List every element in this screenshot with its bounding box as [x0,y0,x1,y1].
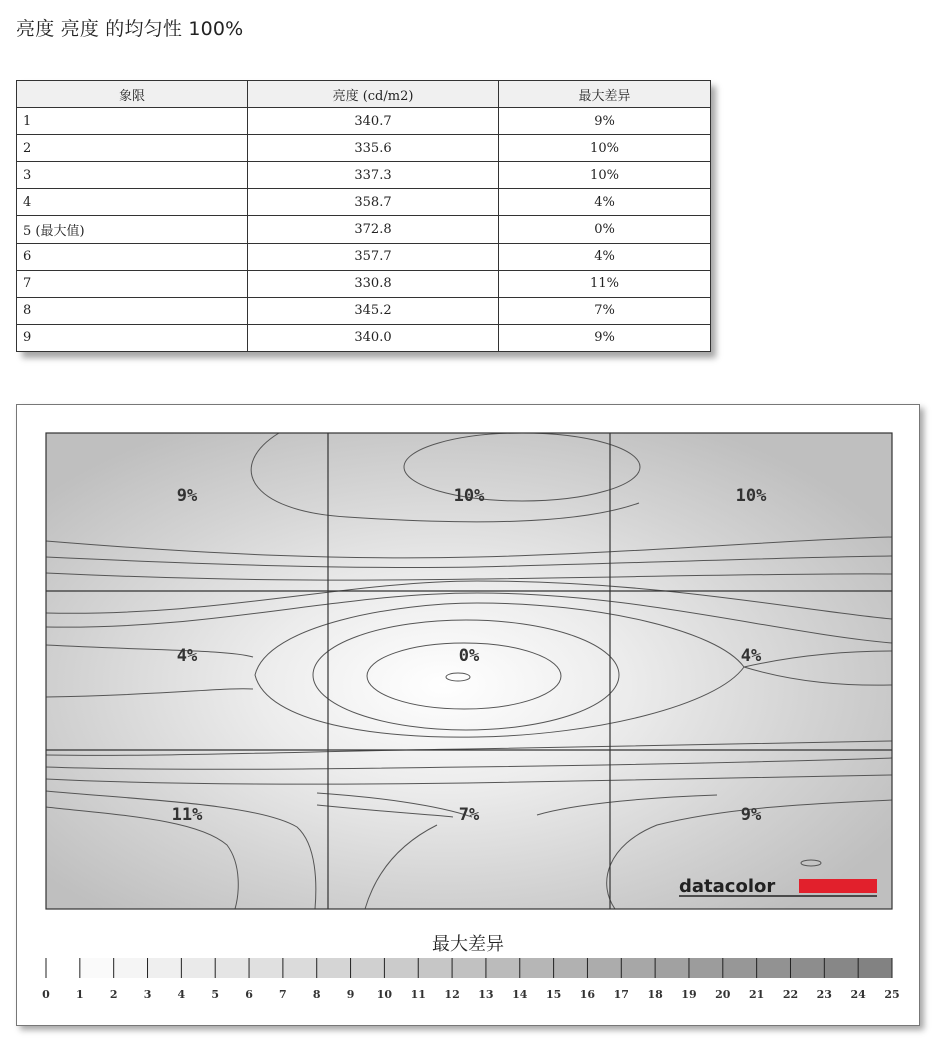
legend-tick-label: 9 [346,988,355,1001]
luminance-cell: 335.6 [248,135,499,162]
table-row [17,324,711,351]
legend-swatch [351,958,385,978]
legend-scale [42,958,899,1001]
legend-tick-label: 25 [884,988,900,1001]
max-diff-cell: 10% [499,135,711,162]
legend-swatch [757,958,791,978]
legend-tick-label: 19 [681,988,697,1001]
luminance-cell: 340.0 [248,324,499,351]
legend-swatch [587,958,621,978]
luminance-cell: 372.8 [248,216,499,243]
legend-swatch [80,958,114,978]
max-diff-cell: 4% [499,189,711,216]
legend-swatch [824,958,858,978]
max-diff-cell: 4% [499,243,711,270]
legend-swatch [655,958,689,978]
legend-tick-label: 1 [76,988,84,1001]
header-luminance: 亮度 (cd/m2) [248,81,499,108]
cell-label-8: 7% [458,805,480,825]
legend-tick-label: 18 [647,988,663,1001]
legend-tick-label: 11 [410,988,426,1001]
max-diff-cell: 7% [499,297,711,324]
table-row [17,135,711,162]
legend-tick-label: 3 [143,988,152,1001]
quadrant-cell: 4 [17,189,248,216]
datacolor-wordmark: datacolor [679,876,776,897]
cell-label-3: 10% [735,486,767,506]
legend-swatch [384,958,418,978]
table-row [17,108,711,135]
cell-label-2: 10% [453,486,485,506]
legend-swatch [723,958,757,978]
legend-tick-label: 12 [444,988,460,1001]
cell-label-5: 0% [458,646,480,666]
quadrant-cell: 5 (最大值) [17,216,248,243]
legend-tick-label: 7 [279,988,287,1001]
table-row [17,243,711,270]
legend-swatch [452,958,486,978]
quadrant-cell: 3 [17,162,248,189]
legend-tick-label: 23 [816,988,832,1001]
quadrant-cell: 7 [17,270,248,297]
legend-swatch [689,958,723,978]
cell-label-7: 11% [171,805,203,825]
cell-label-1: 9% [176,486,198,506]
cell-label-4: 4% [176,646,198,666]
legend-tick-label: 24 [850,988,866,1001]
table-row [17,297,711,324]
page-title: 亮度 亮度 的均匀性 100% [16,18,244,40]
cell-label-9: 9% [740,805,762,825]
header-quadrant: 象限 [17,81,248,108]
table-row [17,189,711,216]
legend-tick-label: 5 [211,988,220,1001]
legend-swatch [418,958,452,978]
legend-swatch [283,958,317,978]
max-diff-cell: 9% [499,324,711,351]
legend-swatch [621,958,655,978]
max-diff-cell: 9% [499,108,711,135]
table-row [17,216,711,243]
table-header-row [17,81,711,108]
legend-swatch [858,958,892,978]
legend-swatch [554,958,588,978]
luminance-cell: 340.7 [248,108,499,135]
luminance-cell: 358.7 [248,189,499,216]
legend-tick-label: 4 [177,988,186,1001]
luminance-cell: 357.7 [248,243,499,270]
legend-title: 最大差异 [432,934,504,955]
table-row [17,270,711,297]
legend-tick-label: 15 [545,988,562,1001]
max-diff-cell: 10% [499,162,711,189]
quadrant-cell: 9 [17,324,248,351]
datacolor-red-bar [799,879,877,893]
quadrant-cell: 1 [17,108,248,135]
legend-swatch [46,958,80,978]
luminance-cell: 345.2 [248,297,499,324]
legend-swatch [249,958,283,978]
legend-swatch [520,958,554,978]
legend-tick-label: 6 [245,988,253,1001]
luminance-table-container [16,80,710,352]
legend-tick-label: 0 [42,988,50,1001]
max-diff-cell: 11% [499,270,711,297]
legend-swatch [114,958,148,978]
legend-tick-label: 14 [512,988,528,1001]
legend-tick-label: 2 [109,988,118,1001]
max-diff-cell: 0% [499,216,711,243]
legend-swatch [215,958,249,978]
legend-tick-label: 20 [715,988,731,1001]
legend-swatch [790,958,824,978]
luminance-table [16,80,711,352]
uniformity-chart-svg [17,405,919,1025]
legend-tick-label: 22 [782,988,799,1001]
luminance-cell: 330.8 [248,270,499,297]
cell-label-6: 4% [740,646,762,666]
table-row [17,162,711,189]
legend-tick-label: 10 [376,988,393,1001]
luminance-cell: 337.3 [248,162,499,189]
header-max-diff: 最大差异 [499,81,711,108]
quadrant-cell: 2 [17,135,248,162]
legend-swatch [317,958,351,978]
quadrant-cell: 6 [17,243,248,270]
uniformity-chart [16,404,920,1026]
heatmap-plot [46,433,892,909]
legend-tick-label: 17 [613,988,629,1001]
legend-swatch [181,958,215,978]
legend-tick-label: 21 [748,988,765,1001]
legend-swatch [486,958,520,978]
legend-tick-label: 16 [579,988,596,1001]
legend-tick-label: 8 [312,988,321,1001]
legend-tick-label: 13 [478,988,494,1001]
quadrant-cell: 8 [17,297,248,324]
legend-swatch [148,958,182,978]
